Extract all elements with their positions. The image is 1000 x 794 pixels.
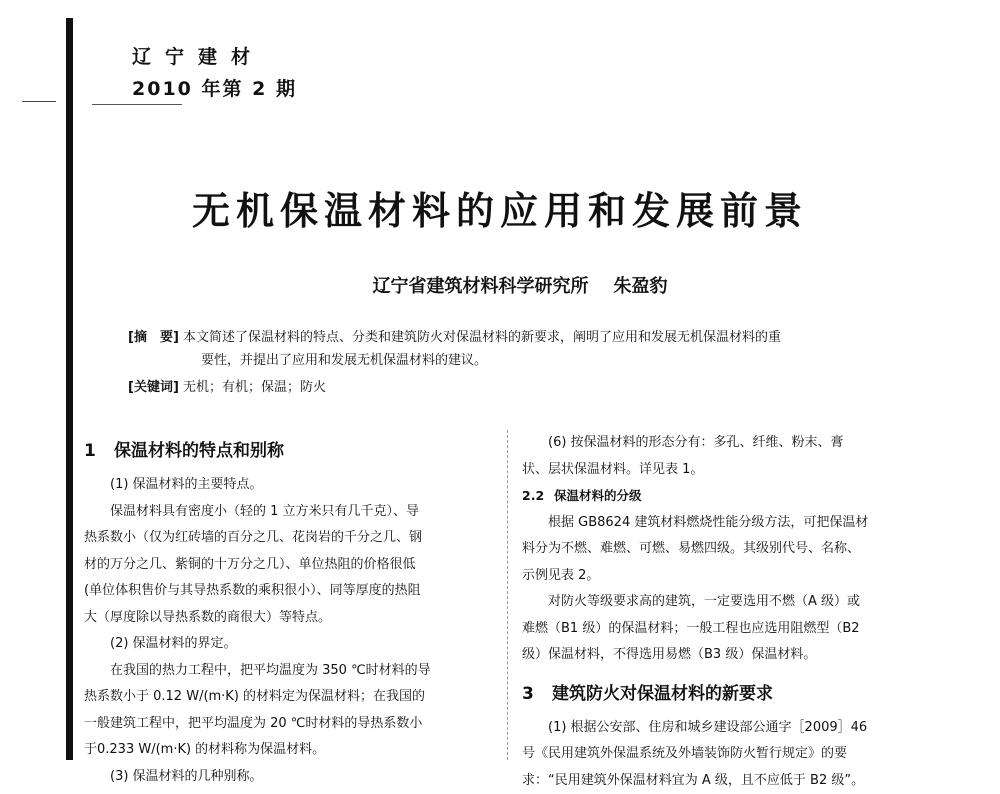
abstract-line-1 bbox=[128, 326, 906, 349]
body-line: (1) 根据公安部、住房和城乡建设部公通字［2009］46 bbox=[522, 715, 932, 742]
section-2-2-heading bbox=[522, 483, 932, 510]
section-1-number: 1 bbox=[84, 432, 114, 470]
abstract bbox=[128, 326, 906, 372]
body-line: 于0.233 W/(m·K) 的材料称为保温材料。 bbox=[84, 737, 488, 764]
body-line: 对防火等级要求高的建筑，一定要选用不燃（A 级）或 bbox=[522, 589, 932, 616]
section-3-number: 3 bbox=[522, 675, 552, 713]
column-divider bbox=[507, 430, 508, 760]
abstract-text-1: 本文简述了保温材料的特点、分类和建筑防火对保温材料的新要求，阐明了应用和发展无机保温材料的重 bbox=[183, 330, 781, 345]
body-line: 难燃（B1 级）的保温材料；一般工程也应选用阻燃型（B2 bbox=[522, 616, 932, 643]
article-title: 无机保温材料的应用和发展前景 bbox=[150, 180, 850, 235]
body-line: 热系数小（仅为红砖墙的百分之几、花岗岩的千分之几、钢 bbox=[84, 525, 488, 552]
journal-issue: 2010 年第 2 期 bbox=[132, 74, 297, 101]
abstract-label: [摘 要] bbox=[128, 330, 179, 345]
body-line: 一般建筑工程中，把平均温度为 20 ℃时材料的导热系数小 bbox=[84, 711, 488, 738]
body-line: 热系数小于 0.12 W/(m·K) 的材料定为保温材料；在我国的 bbox=[84, 684, 488, 711]
body-line: 求：“民用建筑外保温材料宜为 A 级，且不应低于 B2 级”。 bbox=[522, 768, 932, 794]
body-line: 状、层状保温材料。详见表 1。 bbox=[522, 457, 932, 484]
left-column bbox=[84, 430, 488, 790]
header-rule-left bbox=[22, 101, 56, 102]
author-text: 辽宁省建筑材料科学研究所 朱盈豹 bbox=[372, 276, 667, 297]
body-line: 号《民用建筑外保温系统及外墙装饰防火暂行规定》的要 bbox=[522, 741, 932, 768]
body-line: 在我国的热力工程中，把平均温度为 350 ℃时材料的导 bbox=[84, 658, 488, 685]
section-1-title: 保温材料的特点和别称 bbox=[114, 441, 284, 461]
body-line: (3) 保温材料的几种别称。 bbox=[84, 764, 488, 791]
abstract-line-2: 要性，并提出了应用和发展无机保温材料的建议。 bbox=[128, 349, 906, 372]
keywords-text: 无机；有机；保温；防火 bbox=[183, 380, 326, 395]
section-2-2-title: 保温材料的分级 bbox=[554, 488, 642, 503]
body-line: 大（厚度除以导热系数的商很大）等特点。 bbox=[84, 605, 488, 632]
body-line: (6) 按保温材料的形态分有：多孔、纤维、粉末、膏 bbox=[522, 430, 932, 457]
body-line: (2) 保温材料的界定。 bbox=[84, 631, 488, 658]
right-column bbox=[522, 430, 932, 794]
body-line: (1) 保温材料的主要特点。 bbox=[84, 472, 488, 499]
body-line: (单位体积售价与其导热系数的乘积很小）、同等厚度的热阻 bbox=[84, 578, 488, 605]
header-rule bbox=[92, 104, 182, 105]
keywords bbox=[128, 376, 326, 395]
body-line: 示例见表 2。 bbox=[522, 563, 932, 590]
body-line: 料分为不燃、难燃、可燃、易燃四级。其级别代号、名称、 bbox=[522, 536, 932, 563]
keywords-label: [关键词] bbox=[128, 380, 179, 395]
body-line: 保温材料具有密度小（轻的 1 立方米只有几千克）、导 bbox=[84, 499, 488, 526]
journal-name: 辽宁建材 bbox=[132, 42, 264, 69]
section-2-2-number: 2.2 bbox=[522, 483, 554, 510]
section-3-heading bbox=[522, 675, 932, 713]
section-3-title: 建筑防火对保温材料的新要求 bbox=[552, 684, 773, 704]
margin-bar bbox=[66, 18, 73, 760]
section-1-heading bbox=[84, 432, 488, 470]
article-author bbox=[200, 272, 840, 298]
body-line: 级）保温材料，不得选用易燃（B3 级）保温材料。 bbox=[522, 642, 932, 669]
body-line: 材的万分之几、紫铜的十万分之几）、单位热阻的价格很低 bbox=[84, 552, 488, 579]
body-line: 根据 GB8624 建筑材料燃烧性能分级方法，可把保温材 bbox=[522, 510, 932, 537]
